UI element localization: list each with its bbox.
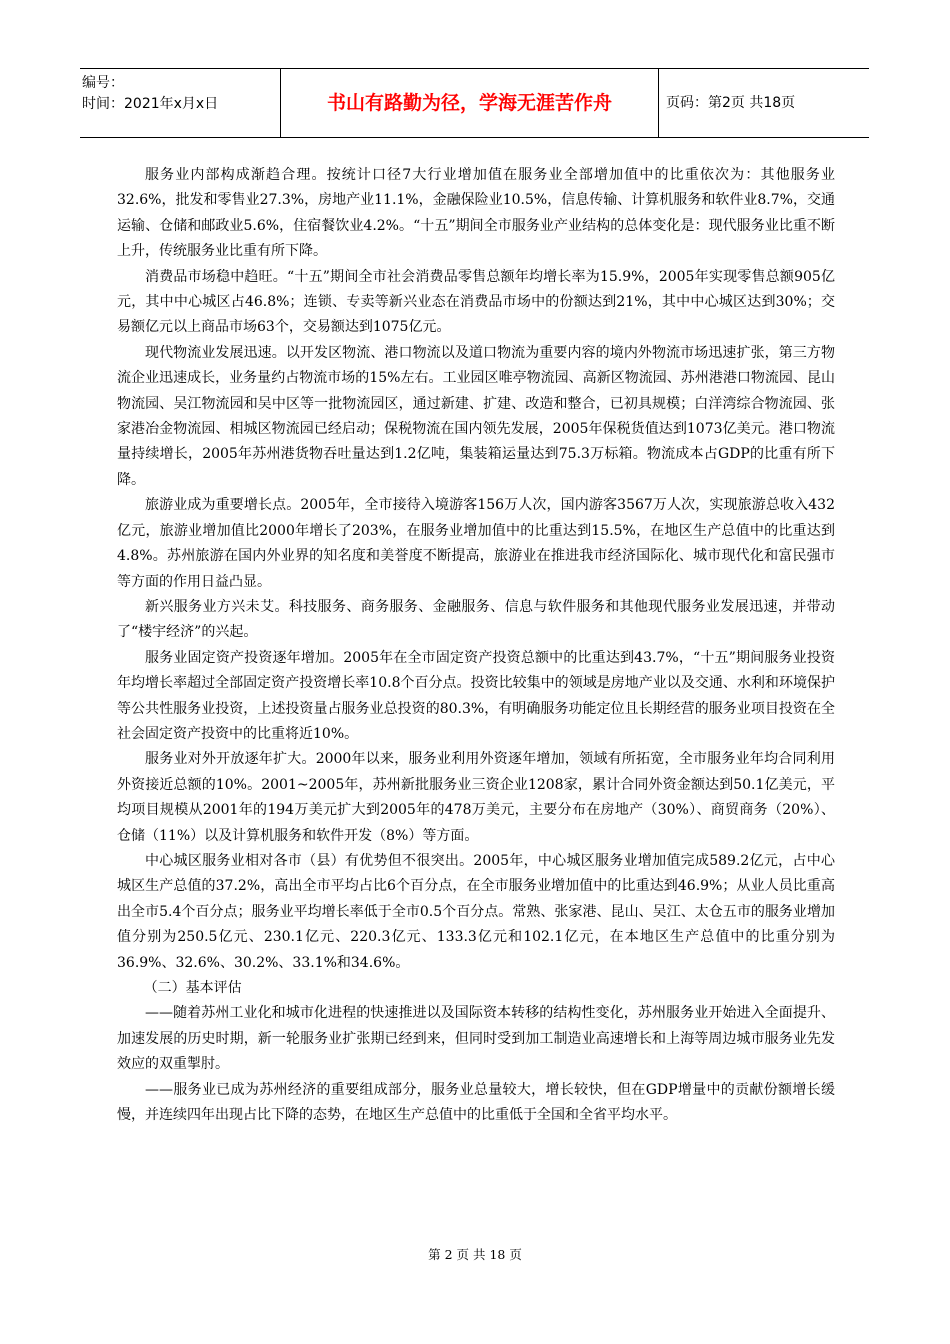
paragraph: 消费品市场稳中趋旺。“十五”期间全市社会消费品零售总额年均增长率为15.9%，2005年实现零售总额905亿元，其中中心城区占46.8%；连锁、专卖等新兴业态在消费品市场中的份额达到21%，其中中心城区达到30%；交易额亿元以上商品市场63个，交易额达到1075亿元。 bbox=[117, 268, 835, 336]
header-meta bbox=[82, 73, 282, 115]
header-motto: 书山有路勤为径，学海无涯苦作舟 bbox=[326, 92, 612, 114]
paragraph: 新兴服务业方兴未艾。科技服务、商务服务、金融服务、信息与软件服务和其他现代服务业发展迅速，并带动了“楼宇经济”的兴起。 bbox=[117, 598, 835, 641]
paragraph: 服务业固定资产投资逐年增加。2005年在全市固定资产投资总额中的比重达到43.7%，“十五”期间服务业投资年均增长率超过全部固定资产投资增长率10.8个百分点。投资比较集中的领域是房地产业以及交通、水利和环境保护等公共性服务业投资，上述投资量占服务业总投资的80.3%，有明确服务功能定位且长期经营的服务业项目投资在全社会固定资产投资中的比重将近10%。 bbox=[117, 649, 835, 742]
paragraph: 中心城区服务业相对各市（县）有优势但不很突出。2005年，中心城区服务业增加值完成589.2亿元，占中心城区生产总值的37.2%，高出全市平均占比6个百分点，在全市服务业增加值中的比重达到46.9%；从业人员比重高出全市5.4个百分点；服务业平均增长率低于全市0.5个百分点。常熟、张家港、昆山、吴江、太仓五市的服务业增加值分别为250.5亿元、230.1亿元、220.3亿元、133.3亿元和102.1亿元，在本地区生产总值中的比重分别为36.9%、32.6%、30.2%、33.1%和34.6%。 bbox=[117, 852, 835, 971]
paragraph: 现代物流业发展迅速。以开发区物流、港口物流以及道口物流为重要内容的境内外物流市场迅速扩张，第三方物流企业迅速成长，业务量约占物流市场的15%左右。工业园区唯亭物流园、高新区物流园、苏州港港口物流园、昆山物流园、吴江物流园和吴中区等一批物流园区，通过新建、扩建、改造和整合，已初具规模；白洋湾综合物流园、张家港冶金物流园、相城区物流园已经启动；保税物流在国内领先发展，2005年保税货值达到1073亿美元。港口物流量持续增长，2005年苏州港货物吞吐量达到1.2亿吨，集装箱运量达到75.3万标箱。物流成本占GDP的比重有所下降。 bbox=[117, 344, 835, 488]
header-divider bbox=[658, 69, 659, 137]
section-heading: （二）基本评估 bbox=[143, 980, 242, 996]
page-header bbox=[80, 68, 869, 138]
paragraph: ——服务业已成为苏州经济的重要组成部分，服务业总量较大，增长较快，但在GDP增量中的贡献份额增长缓慢，并连续四年出现占比下降的态势，在地区生产总值中的比重低于全国和全省平均水平。 bbox=[117, 1081, 835, 1124]
header-page-info: 页码：第2页 共18页 bbox=[666, 95, 796, 111]
paragraph: 旅游业成为重要增长点。2005年，全市接待入境游客156万人次，国内游客3567万人次，实现旅游总收入432亿元，旅游业增加值比2000年增长了203%，在服务业增加值中的比重达到15.5%，在地区生产总值中的比重达到4.8%。苏州旅游在国内外业界的知名度和美誉度不断提高，旅游业在推进我市经济国际化、城市现代化和富民强市等方面的作用日益凸显。 bbox=[117, 497, 835, 590]
paragraph: 服务业对外开放逐年扩大。2000年以来，服务业利用外资逐年增加，领域有所拓宽，全市服务业年均合同利用外资接近总额的10%。2001~2005年，苏州新批服务业三资企业1208家，累计合同外资金额达到50.1亿美元，平均项目规模从2001年的194万美元扩大到2005年的478万美元，主要分布在房地产（30%）、商贸商务（20%）、仓储（11%）以及计算机服务和软件开发（8%）等方面。 bbox=[117, 751, 835, 844]
paragraph: 服务业内部构成渐趋合理。按统计口径7大行业增加值在服务业全部增加值中的比重依次为：其他服务业32.6%，批发和零售业27.3%，房地产业11.1%，金融保险业10.5%，信息传输、计算机服务和软件业8.7%，交通运输、仓储和邮政业5.6%，住宿餐饮业4.2%。“十五”期间全市服务业产业结构的总体变化是：现代服务业比重不断上升，传统服务业比重有所下降。 bbox=[117, 167, 835, 260]
document-body bbox=[117, 163, 835, 1128]
header-date: 时间：2021年x月x日 bbox=[82, 96, 219, 112]
page-footer: 第 2 页 共 18 页 bbox=[428, 1247, 522, 1262]
header-code-label: 编号： bbox=[82, 75, 124, 91]
paragraph: ——随着苏州工业化和城市化进程的快速推进以及国际资本转移的结构性变化，苏州服务业开始进入全面提升、加速发展的历史时期，新一轮服务业扩张期已经到来，但同时受到加工制造业高速增长和上海等周边城市服务业先发效应的双重掣肘。 bbox=[117, 1005, 835, 1073]
